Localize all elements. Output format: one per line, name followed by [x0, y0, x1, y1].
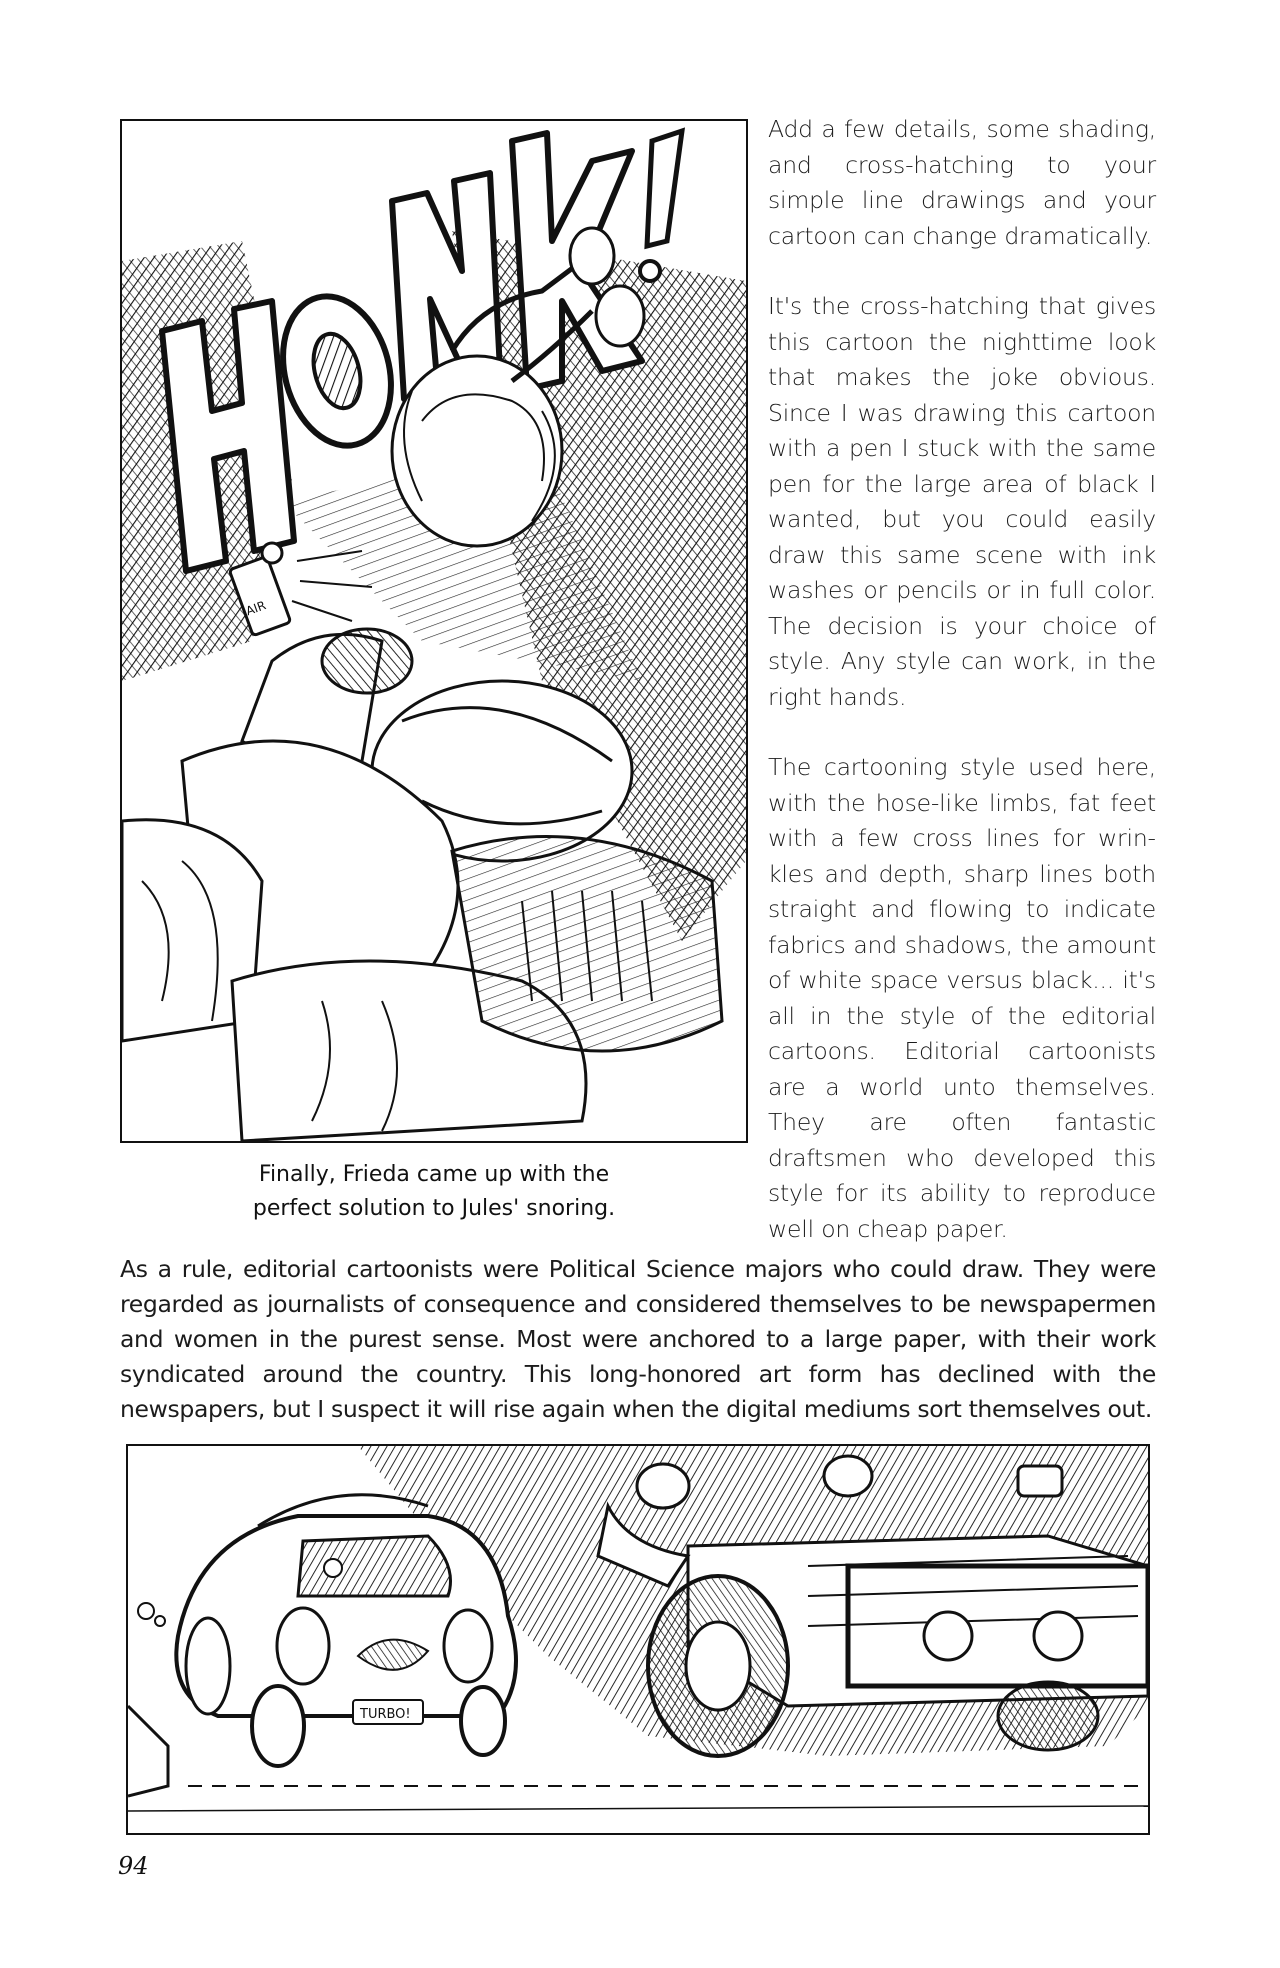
body-paragraph: As a rule, editorial cartoonists were Political Science majors who could draw. They were regarded as journalists of consequence and considered themselves to be newspapermen and women in the purest sense. Most were anchored to a large paper, with their work syndicated around the country. This long-honored art form has declined with the newspapers, but I suspect it will rise again when the digital mediums sort themselves out. — [120, 1255, 1156, 1423]
illustration-honk-panel — [120, 119, 748, 1143]
honk-cartoon-drawing — [122, 121, 746, 1141]
side-paragraph: The cartooning style used here, with the hose-like limbs, fat feet with a few cross lines for wrinkles and depth, sharp lines both straight and flowing to indicate fabrics and shadows, the amount of white space versus black... it's all in the style of the editorial cartoons. Editorial cartoonists are a world unto themselves. They are often fantastic draftsmen who developed this style for its ability to reproduce well on cheap paper. — [768, 753, 1156, 1243]
figure-caption — [120, 1158, 748, 1226]
illustration-cars-panel — [126, 1444, 1150, 1835]
caption-line: perfect solution to Jules' snoring. — [252, 1196, 616, 1221]
page-number: 94 — [118, 1852, 149, 1880]
side-paragraph: It's the cross-hatching that gives this cartoon the nighttime look that makes the joke obvious. Since I was drawing this cartoon with a pen I stuck with the same pen for the large area of black I wanted, but you could easily draw this same scene with ink washes or pencils or in full color. The decision is your choice of style. Any style can work, in the right hands. — [768, 292, 1156, 711]
side-paragraph: Add a few details, some shading, and cross-hatching to your simple line drawings and your cartoon can change dramatically. — [768, 115, 1156, 250]
cars-cartoon-drawing — [128, 1446, 1148, 1833]
air-horn-label: AIR — [244, 598, 268, 619]
side-column-text — [768, 112, 1156, 1282]
license-plate-text: TURBO! — [360, 1707, 411, 1722]
body-text — [120, 1252, 1156, 1427]
caption-line: Finally, Frieda came up with the — [258, 1162, 610, 1187]
